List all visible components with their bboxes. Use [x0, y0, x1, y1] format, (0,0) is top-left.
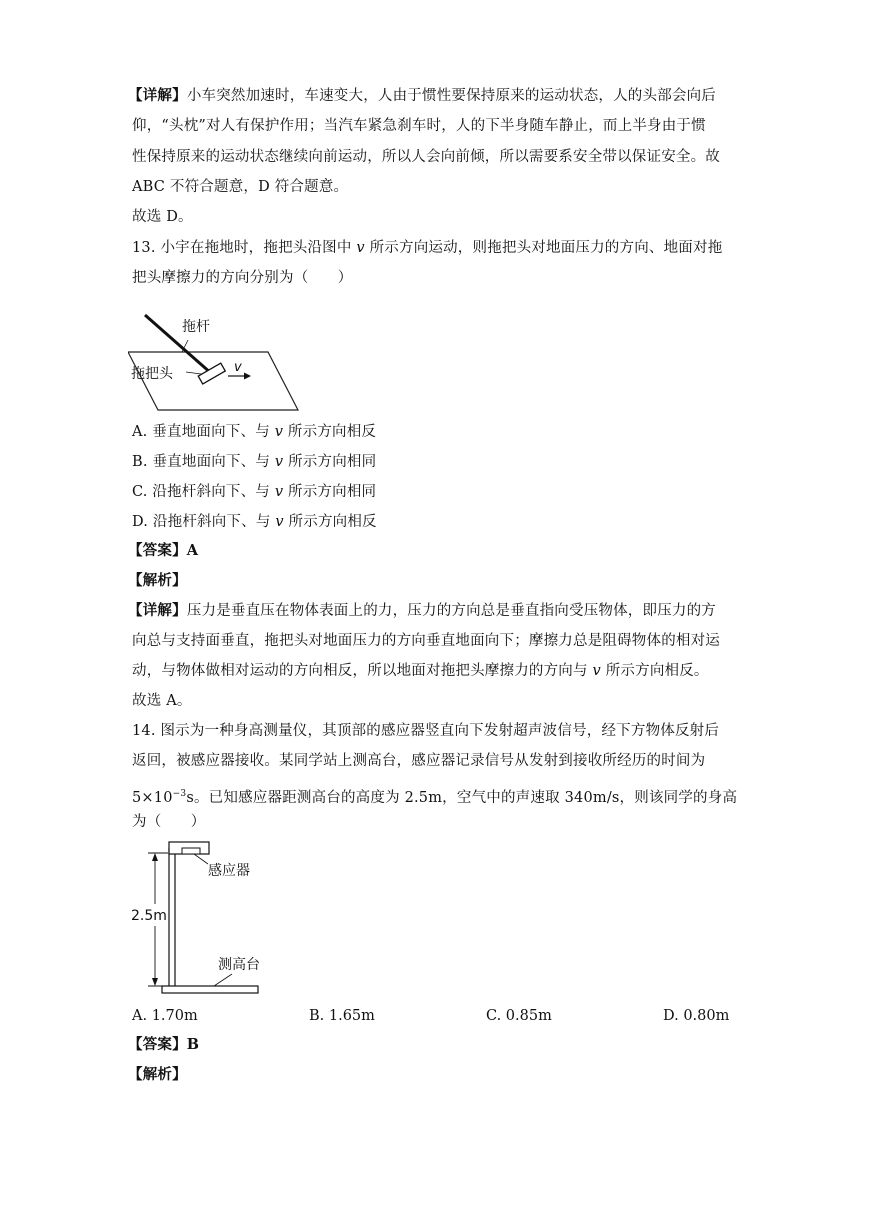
sensor-label: 感应器	[208, 863, 250, 879]
q12-conclusion: 故选 D。	[132, 209, 193, 225]
q13-option-a-pre: A. 垂直地面向下、与	[132, 424, 275, 440]
q13-detail-line-3	[132, 661, 709, 681]
q13-detail-line-3-post: 所示方向相反。	[600, 663, 709, 679]
q13-detail-v: v	[592, 663, 601, 679]
q12-detail-label: 【详解】	[128, 87, 187, 104]
q13-mop-figure	[128, 312, 303, 417]
q14-stem-line-3	[132, 784, 737, 808]
q13-conclusion: 故选 A。	[132, 693, 192, 709]
q13-detail-label: 【详解】	[128, 602, 187, 619]
q13-option-a	[132, 422, 376, 442]
q14-stem-line-1: 14. 图示为一种身高测量仪，其顶部的感应器竖直向下发射超声波信号，经下方物体反射后	[132, 723, 720, 739]
q12-detail-line-4: ABC 不符合题意，D 符合题意。	[132, 179, 349, 195]
q13-option-d-post: 所示方向相反	[283, 514, 377, 530]
q13-option-d	[132, 512, 377, 532]
platform-label-leader	[214, 974, 232, 986]
q13-stem-line-1	[132, 238, 722, 258]
q14-stem-line-4: 为（ ）	[132, 814, 206, 830]
q14-stem-line-2: 返回，被感应器接收。某同学站上测高台，感应器记录信号从发射到接收所经历的时间为	[132, 753, 706, 769]
q13-option-b-v: v	[274, 454, 284, 470]
head-label: 拖把头	[131, 366, 173, 382]
q12-detail-line-3: 性保持原来的运动状态继续向前运动，所以人会向前倾，所以需要系安全带以保证安全。故	[132, 149, 720, 165]
q14-option-b: B. 1.65m	[309, 1008, 375, 1024]
velocity-label: v	[234, 360, 242, 375]
q13-option-c-pre: C. 沿拖杆斜向下、与	[132, 484, 275, 500]
sensor-label-leader	[194, 854, 208, 864]
q12-detail-line-1	[128, 86, 716, 106]
q14-option-a: A. 1.70m	[132, 1008, 198, 1024]
q13-option-c-post: 所示方向相同	[283, 484, 377, 500]
q12-detail-text-1: 小车突然加速时，车速变大，人由于惯性要保持原来的运动状态，人的头部会向后	[186, 88, 717, 104]
q13-option-b	[132, 452, 376, 472]
q13-option-d-pre: D. 沿拖杆斜向下、与	[132, 514, 276, 530]
q13-detail-text-1: 压力是垂直压在物体表面上的力，压力的方向总是垂直指向受压物体，即压力的方	[186, 603, 717, 619]
q13-detail-line-1	[128, 601, 716, 621]
q13-option-c	[132, 482, 376, 502]
height-label: 2.5m	[131, 908, 167, 924]
q14-stem-line-3-text: 。已知感应器距测高台的高度为 2.5m，空气中的声速取 340m/s，则该同学的身高	[193, 789, 738, 806]
q13-detail-line-3-pre: 动，与物体做相对运动的方向相反，所以地面对拖把头摩擦力的方向与	[132, 663, 593, 679]
q14-option-d: D. 0.80m	[663, 1008, 730, 1024]
dim-arrow-up	[152, 853, 158, 861]
q14-height-meter-figure	[128, 836, 268, 1001]
q14-analysis-label: 【解析】	[128, 1066, 187, 1083]
q14-time-exponent: −3	[172, 789, 187, 799]
q14-time-unit: s	[186, 789, 194, 806]
rod-label: 拖杆	[182, 319, 210, 335]
dim-arrow-down	[152, 978, 158, 986]
meter-platform	[162, 986, 258, 993]
q14-answer: 【答案】B	[128, 1036, 200, 1053]
q13-stem-post: 所示方向运动，则拖把头对地面压力的方向、地面对拖	[364, 240, 723, 256]
q13-option-b-pre: B. 垂直地面向下、与	[132, 454, 275, 470]
q13-answer: 【答案】A	[128, 542, 199, 559]
q13-stem-pre: 13. 小宇在拖地时，拖把头沿图中	[132, 240, 357, 256]
q13-analysis-label: 【解析】	[128, 572, 187, 589]
q13-option-c-v: v	[274, 484, 284, 500]
q13-stem-v: v	[356, 240, 365, 256]
q14-option-c: C. 0.85m	[486, 1008, 552, 1024]
platform-label: 测高台	[218, 957, 260, 973]
q13-detail-line-2: 向总与支持面垂直，拖把头对地面压力的方向垂直地面向下；摩擦力总是阻碍物体的相对运	[132, 633, 720, 649]
q13-option-a-post: 所示方向相反	[283, 424, 377, 440]
q12-detail-line-2: 仰，“头枕”对人有保护作用；当汽车紧急刹车时，人的下半身随车静止，而上半身由于惯	[132, 118, 706, 134]
q13-stem-line-2: 把头摩擦力的方向分别为（ ）	[132, 270, 353, 286]
q13-option-d-v: v	[275, 514, 284, 530]
q14-time-base: 5×10	[132, 789, 173, 806]
q13-option-b-post: 所示方向相同	[283, 454, 377, 470]
q13-option-a-v: v	[274, 424, 284, 440]
sensor-box	[182, 848, 200, 854]
